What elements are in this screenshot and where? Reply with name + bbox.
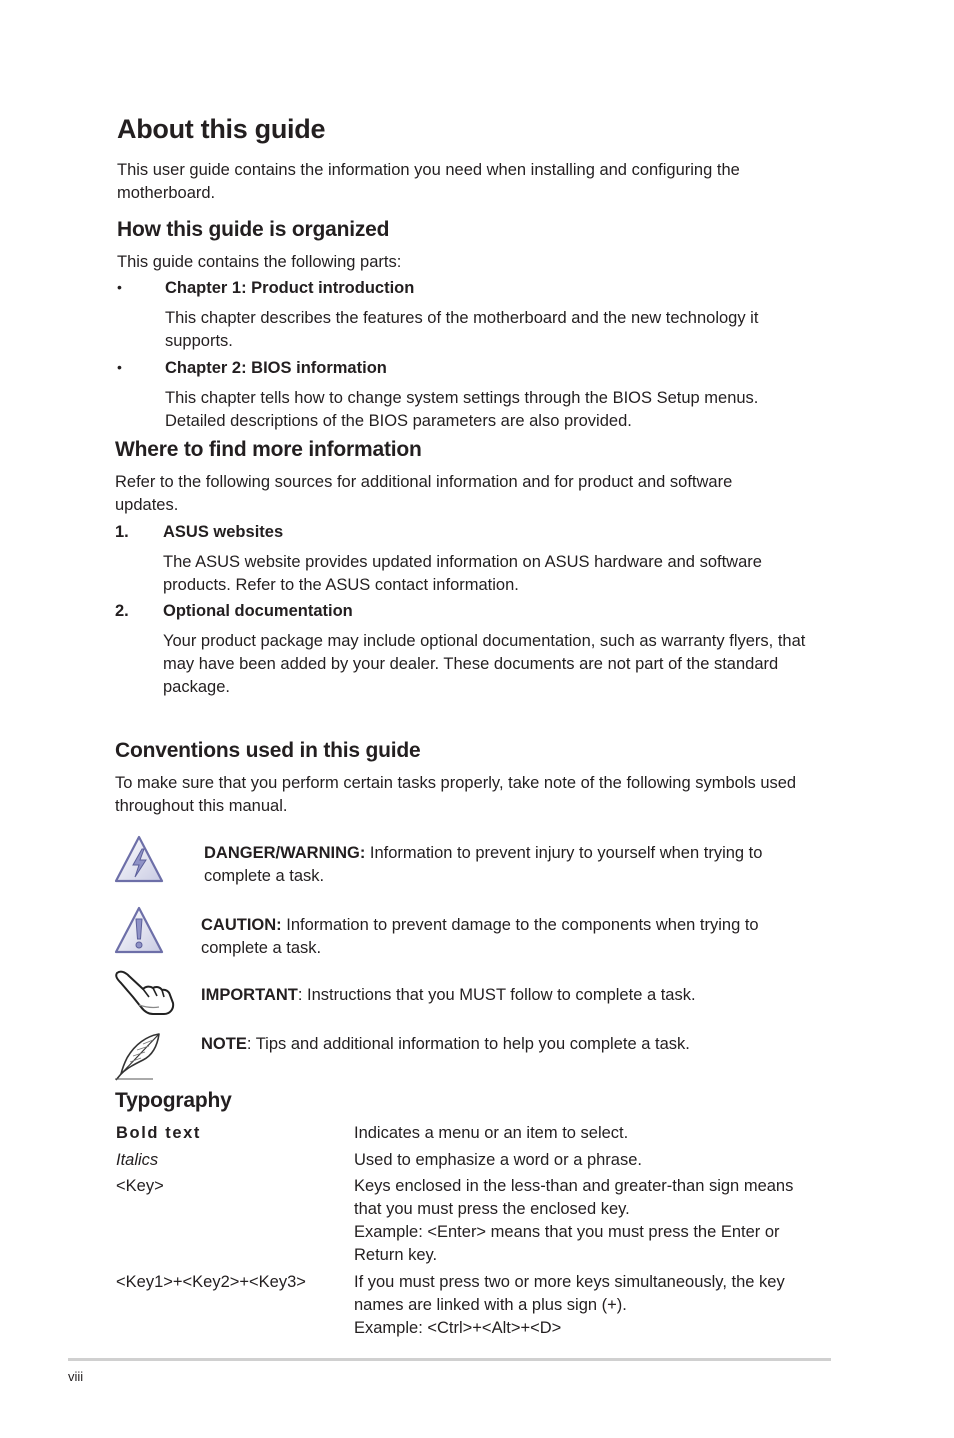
list-number: 2. (115, 602, 129, 620)
page-title: About this guide (117, 114, 326, 144)
typography-example: Example: <Enter> means that you must press the Enter or Return key. (354, 1223, 780, 1264)
lightning-warning-icon (113, 834, 165, 886)
footer-divider (68, 1358, 831, 1361)
symbol-label: CAUTION: (201, 916, 282, 934)
quill-note-icon (113, 1030, 165, 1082)
chapter-title: Chapter 1: Product introduction (165, 279, 415, 297)
list-bullet: • (117, 359, 122, 375)
typography-term: <Key> (116, 1177, 164, 1195)
source-description: The ASUS website provides updated information on ASUS hardware and software products. Refer to the ASUS contact information. (163, 553, 762, 594)
source-title: Optional documentation (163, 602, 353, 620)
typography-term: <Key1>+<Key2>+<Key3> (116, 1273, 306, 1291)
conventions-lead: To make sure that you perform certain tasks properly, take note of the following symbols used throughout this manual. (115, 774, 797, 815)
typography-term: Bold text (116, 1124, 201, 1142)
typography-description: Indicates a menu or an item to select. (354, 1124, 629, 1142)
intro-paragraph: This user guide contains the information you need when installing and configuring the motherboard. (117, 161, 740, 202)
typography-term: Italics (116, 1151, 159, 1169)
symbol-text: Information to prevent injury to yourself when trying to complete a task. (204, 844, 763, 885)
chapter-title: Chapter 2: BIOS information (165, 359, 387, 377)
symbol-text: Information to prevent damage to the components when trying to complete a task. (201, 916, 759, 957)
symbol-label: DANGER/WARNING: (204, 844, 366, 862)
symbol-text: : Instructions that you MUST follow to complete a task. (297, 986, 696, 1004)
list-bullet: • (117, 279, 122, 295)
more-info-heading: Where to find more information (115, 438, 422, 461)
conventions-heading: Conventions used in this guide (115, 739, 421, 762)
organized-heading: How this guide is organized (117, 218, 390, 241)
source-title: ASUS websites (163, 523, 284, 541)
symbol-description (201, 914, 811, 960)
symbol-description (201, 1033, 811, 1056)
pointing-hand-icon (113, 967, 177, 1017)
symbol-label: IMPORTANT (201, 986, 298, 1004)
typography-description: Used to emphasize a word or a phrase. (354, 1151, 642, 1169)
exclamation-caution-icon (113, 905, 165, 957)
typography-description: If you must press two or more keys simultaneously, the key names are linked with a plus sign (+). (354, 1273, 785, 1314)
symbol-text: : Tips and additional information to help you complete a task. (246, 1035, 690, 1053)
chapter-description: This chapter describes the features of the motherboard and the new technology it supports. (165, 309, 759, 350)
source-description: Your product package may include optional documentation, such as warranty flyers, that may have been added by your dealer. These documents are not part of the standard package. (163, 632, 806, 696)
symbol-label: NOTE (201, 1035, 247, 1053)
more-info-lead: Refer to the following sources for additional information and for product and software updates. (115, 473, 733, 514)
organized-lead: This guide contains the following parts: (117, 253, 402, 271)
typography-heading: Typography (115, 1089, 232, 1112)
chapter-description: This chapter tells how to change system settings through the BIOS Setup menus. Detailed descriptions of the BIOS parameters are also provided. (165, 389, 759, 430)
symbol-description (201, 984, 811, 1007)
list-number: 1. (115, 523, 129, 541)
symbol-description (204, 842, 814, 888)
page-number: viii (68, 1369, 84, 1384)
typography-description: Keys enclosed in the less-than and greater-than sign means that you must press the enclosed key. (354, 1177, 794, 1218)
typography-example: Example: <Ctrl>+<Alt>+<D> (354, 1319, 562, 1337)
